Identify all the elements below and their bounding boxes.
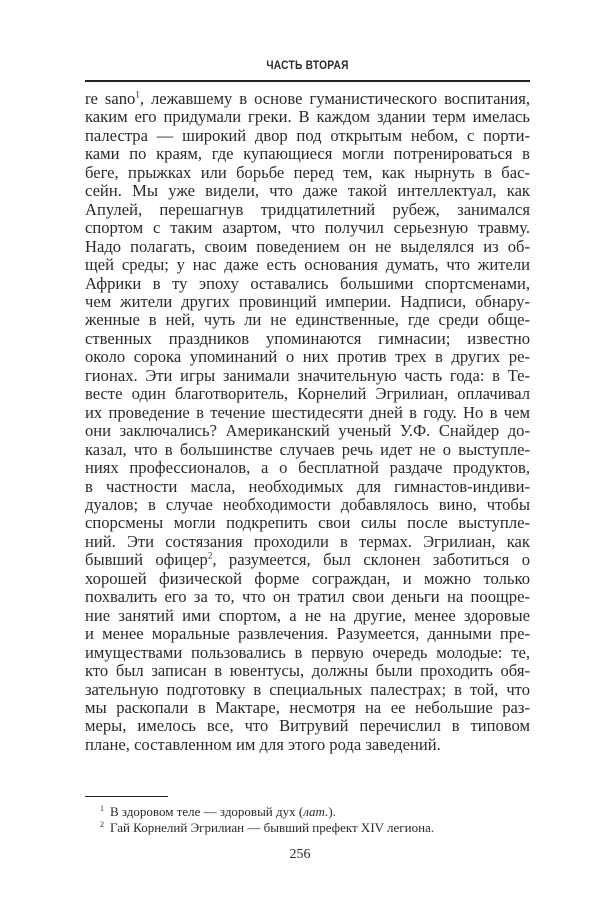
text-line: хорошей физической форме сограждан, и можно только <box>85 568 530 588</box>
text-line: весте один благотворитель, Корнелий Эгрилиан, оплачивал <box>85 384 530 404</box>
text-line: ниях профессионалов, а о бесплатной раздаче продуктов, <box>85 458 530 478</box>
footnote-mark: 2 <box>100 819 104 829</box>
text-line: сейн. Мы уже видели, что даже такой интеллектуал, как <box>85 181 530 201</box>
running-header: ЧАСТЬ ВТОРАЯ <box>266 58 349 72</box>
text-line: беге, прыжках или борьбе перед тем, как нырнуть в бас- <box>85 162 530 182</box>
text-line: спорсмены могли подкрепить свои силы после выступле- <box>85 513 530 533</box>
text-line: имуществами пользовались в первую очередь молодые: те, <box>85 642 530 662</box>
footnote-tail: ). <box>328 804 336 819</box>
text-line: ственных праздников упоминаются гимнасии; известно <box>85 328 530 348</box>
text-line: казал, что в большинстве случаев речь идет не о выступле- <box>85 439 530 459</box>
text-line: чем жители других провинций империи. Надписи, обнару- <box>85 291 530 311</box>
footnote-mark: 1 <box>100 803 104 813</box>
text-line: меры, имелось все, что Витрувий перечислил в типовом <box>85 716 530 736</box>
text-line: спортом с таким азартом, что получил серьезную травму. <box>85 218 530 238</box>
footnote-italic: лат. <box>303 804 329 819</box>
text-line: зательную подготовку в специальных палестрах; в той, что <box>85 679 530 699</box>
text-line: около сорока упоминаний о них против трех в других ре- <box>85 347 530 367</box>
text-line: они заключались? Американский ученый У.Ф. Снайдер до- <box>85 421 530 441</box>
text-line: бывший офицер$^2$, разумеется, был склонен заботиться о <box>85 550 530 570</box>
text-line: каким его придумали греки. В каждом здании терм имелась <box>85 107 530 127</box>
text-line: женные в ней, чуть ли не единственные, где среди обще- <box>85 310 530 330</box>
text-line: кто был записан в ювентусы, должны были проходить обя- <box>85 661 530 681</box>
text-line: ние занятий ими спортом, а не на другие, менее здоровые <box>85 605 530 625</box>
text-line: их проведение в течение шестидесяти дней в году. Но в чем <box>85 402 530 422</box>
text-line: Апулей, перешагнув тридцатилетний рубеж, занимался <box>85 199 530 219</box>
footnote-rule <box>85 796 168 797</box>
text-line: Надо полагать, своим поведением он не выделялся из об- <box>85 236 530 256</box>
text-line: Африки в ту эпоху оставались большими спортсменами, <box>85 273 530 293</box>
footnote-1 <box>100 804 530 820</box>
text-line: в частности масла, необходимых для гимнастов-индиви- <box>85 476 530 496</box>
text-line: и менее моральные развлечения. Разумеется, данными пре- <box>85 624 530 644</box>
text-line: ками по краям, где купающиеся могли потренироваться в <box>85 144 530 164</box>
text-line: ний. Эти состязания проходили в термах. Эгрилиан, как <box>85 531 530 551</box>
page-number: 256 <box>289 847 311 862</box>
text-line: плане, составленном им для этого рода заведений. <box>85 734 441 754</box>
footnote-text: Гай Корнелий Эгрилиан — бывший префект XIV легиона. <box>110 820 435 835</box>
text-line: гионах. Эти игры занимали значительную часть года: в Те- <box>85 365 530 385</box>
text-line: re sano$^1$, лежавшему в основе гуманистического воспитания, <box>85 89 530 108</box>
footnote-text: В здоровом теле — здоровый дух ( <box>110 804 304 819</box>
text-line: дуалов; в случае необходимости добавлялось вино, чтобы <box>85 494 530 514</box>
header-rule <box>85 80 530 82</box>
text-line: похвалить его за то, что он тратил свои деньги на поощре- <box>85 587 530 607</box>
body-text <box>85 90 530 754</box>
text-line: щей среды; у нас даже есть основания думать, что жители <box>85 255 530 275</box>
footnote-2 <box>100 820 530 836</box>
text-line: мы раскопали в Мактаре, несмотря на ее небольшие раз- <box>85 697 530 717</box>
text-line: палестра — широкий двор под открытым небом, с порти- <box>85 125 530 145</box>
